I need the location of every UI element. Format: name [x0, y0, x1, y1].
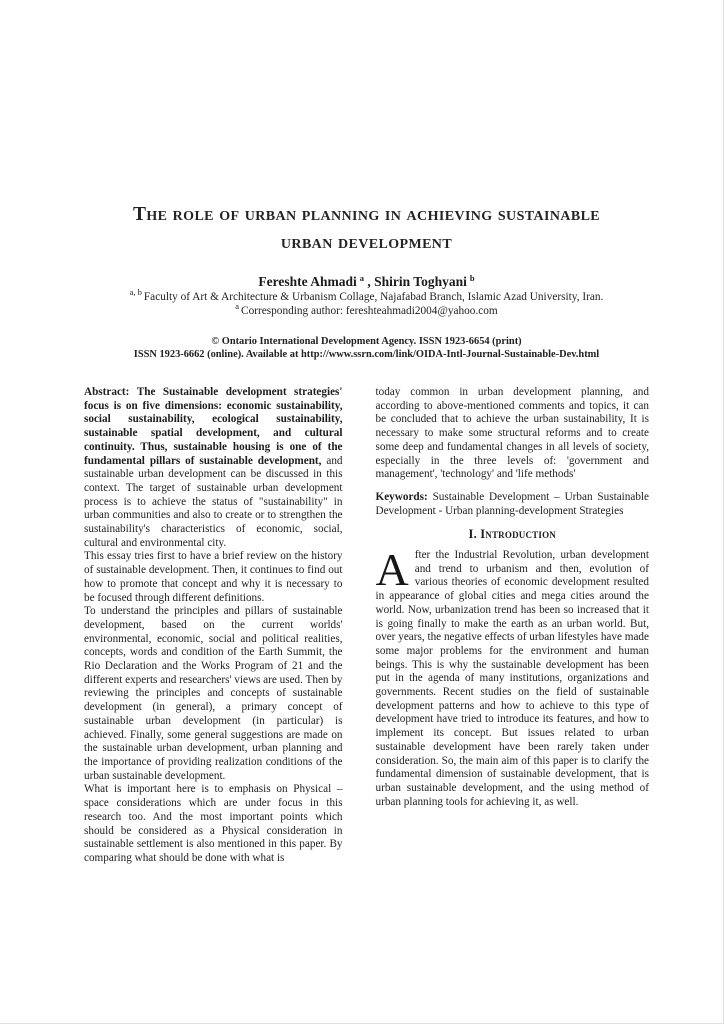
author-1-affiliation-mark: a — [359, 272, 365, 283]
author-2-name: Shirin Toghyani — [374, 274, 467, 289]
corresponding-label: Corresponding author: — [241, 305, 344, 317]
affiliation-marks: a, b — [129, 287, 142, 298]
left-column — [84, 386, 343, 866]
body-columns — [84, 386, 649, 866]
abstract-label: Abstract: — [84, 386, 130, 398]
abstract-paragraph — [84, 386, 343, 550]
affiliation-text: Faculty of Art & Architecture & Urbanism Collage, Najafabad Branch, Islamic Azad University, Iran. — [143, 291, 604, 303]
corresponding-mark: a — [235, 301, 240, 312]
keywords-label: Keywords: — [375, 490, 428, 503]
abstract-paragraph-2: This essay tries first to have a brief review on the history of sustainable development. Then, it continues to find out how to promote that concept and why it is necessary to be focused through different definitions. — [84, 550, 343, 604]
dropcap-letter: A — [375, 544, 409, 596]
introduction-paragraph — [375, 544, 649, 809]
corresponding-author-line — [84, 301, 649, 318]
author-1 — [258, 274, 364, 289]
author-2-affiliation-mark: b — [469, 272, 475, 283]
paper-title-line-2: urban development — [280, 232, 453, 253]
publisher-issn-print-line: © Ontario International Development Agency. ISSN 1923-6654 (print) — [211, 336, 522, 347]
abstract-rest: and sustainable urban development can be discussed in this context. The target of sustainable urban development process is to achieve the status of "sustainability" in urban communities and also to create or to strengthen the sustainability's characteristics of economic, social, cultural and environmental city. — [84, 454, 343, 549]
corresponding-email: fereshteahmadi2004@yahoo.com — [345, 305, 498, 317]
author-1-name: Fereshte Ahmadi — [258, 274, 357, 289]
affiliation-line — [84, 287, 649, 304]
introduction-heading: I. Introduction — [468, 527, 556, 542]
abstract-paragraph-4: What is important here is to emphasis on Physical – space considerations which are under focus in this research too. And the most important points which should be considered as a Physical consideration in sustainable settlement is also mentioned in this paper. By comparing what should be done with what is — [84, 783, 343, 864]
authors-line — [84, 274, 649, 290]
author-separator: , — [364, 274, 375, 289]
keywords-paragraph — [376, 491, 649, 518]
publisher-block — [84, 336, 649, 361]
publisher-issn-online-line: ISSN 1923-6662 (online). Available at http://www.ssrn.com/link/OIDA-Intl-Journal-Sustainable-Dev.html — [133, 348, 600, 360]
paper-title-line-1: The role of urban planning in achieving sustainable — [132, 204, 601, 225]
introduction-text: fter the Industrial Revolution, urban development and trend to urbanism and then, evolution of various theories of economic development resulted in appearance of global cities and mega cities around the world. Now, urbanization trend has been so increased that it is going finally to make the earth as an urban world. But, over years, the negative effects of urban lifestyles have made some major problems for the environment and human beings. This is why the sustainable development has been put in the agenda of many institutions, organizations and governments. Recent studies on the field of sustainable development patterns and how to achieve to this type of development have tried to introduce its features, and how to implement its concept. But issues related to urban sustainable development have been rarely taken under consideration. So, the main aim of this paper is to clarify the fundamental dimension of sustainable development, that is urban sustainable development, and the using method of urban planning tools for achieving it, as well. — [375, 549, 649, 808]
keywords-text: Sustainable Development – Urban Sustainable Development - Urban planning-development Strategies — [375, 490, 649, 517]
right-column — [376, 386, 649, 866]
author-2 — [374, 274, 474, 289]
abstract-bold-lead: The Sustainable development strategies' focus is on five dimensions: economic sustainability, social sustainability, ecological sustainability, sustainable spatial development, and cultural continuity. Thus, sustainable housing is one of the fundamental pillars of sustainable development, — [84, 386, 343, 467]
paper-title — [84, 201, 649, 257]
abstract-continuation-paragraph: today common in urban development planning, and according to above-mentioned comments and topics, it can be concluded that to achieve the urban sustainability, It is necessary to make some structural reforms and to create some deep and fundamental changes in all levels of society, especially in the three levels of: 'government and management', 'technology' and 'life methods' — [375, 386, 649, 481]
abstract-paragraph-3: To understand the principles and pillars of sustainable development, based on the current worlds' environmental, economic, social and political realities, concepts, words and condition of the Earth Summit, the Rio Declaration and the Works Program of 21 and the different experts and researchers' views are used. Then by reviewing the principles and concepts of sustainable development (in general), a primary concept of sustainable urban development (in particular) is achieved. Finally, some general suggestions are made on the sustainable urban development, urban planning and the importance of providing realization conditions of the urban sustainable development. — [84, 605, 343, 782]
